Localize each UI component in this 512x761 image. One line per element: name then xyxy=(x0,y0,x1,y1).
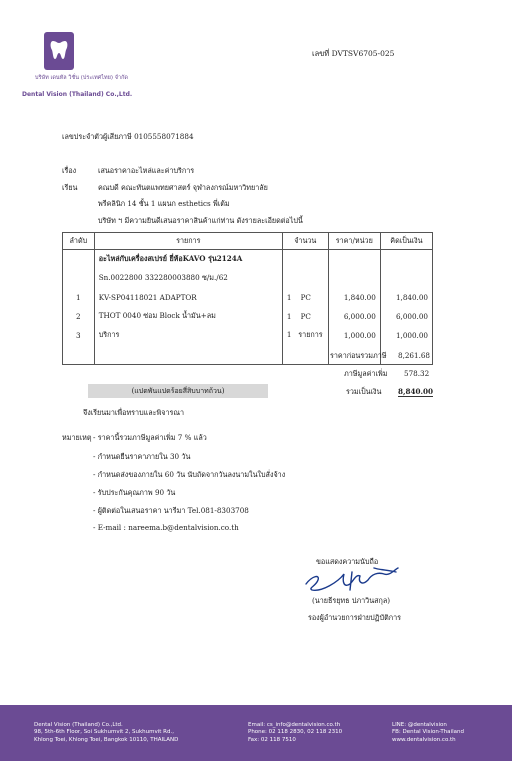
row-no: 3 xyxy=(63,326,95,345)
subject-label: เรื่อง xyxy=(62,166,77,175)
table-header-row xyxy=(63,233,433,250)
footer-social: LINE: @dentalvision FB: Dental Vision-Thailand www.dentalvision.co.th xyxy=(392,722,464,743)
header-no: ลำดับ xyxy=(63,233,95,250)
vat-value: 578.32 xyxy=(404,369,430,378)
note-item: - รับประกันคุณภาพ 90 วัน xyxy=(93,488,176,497)
subtotal-value: 8,261.68 xyxy=(398,351,431,360)
row-price: 6,000.00 xyxy=(328,307,380,326)
quotation-table xyxy=(62,232,433,365)
header-qty: จำนวน xyxy=(282,233,328,250)
document-number: เลขที่ DVTSV6705-025 xyxy=(312,49,395,58)
regards-text: ขอแสดงความนับถือ xyxy=(316,557,379,566)
row-amount: 6,000.00 xyxy=(380,307,432,326)
row-unit: PC xyxy=(300,312,311,321)
footer-address: Dental Vision (Thailand) Co.,Ltd. 98, 5th-6th Floor, Soi Sukhumvit 2, Sukhumvit Rd., Khlong Toei, Khlong Toei, Bangkok 10110, THAILAND xyxy=(34,722,179,743)
company-logo xyxy=(44,32,74,70)
company-name-th: บริษัท เดนทัล วิชั่น (ประเทศไทย) จำกัด xyxy=(35,75,128,81)
table-row xyxy=(63,250,433,270)
row-price: 1,000.00 xyxy=(328,326,380,345)
subject: เสนอราคาอะไหล่และค่าบริการ xyxy=(98,166,195,175)
table-row xyxy=(63,326,433,345)
row-qty: 1 PC xyxy=(282,307,328,326)
signatory-title: รองผู้อำนวยการฝ่ายปฏิบัติการ xyxy=(308,613,401,622)
signatory-name: (นายธีรยุทธ ปภาวินสกุล) xyxy=(312,596,391,605)
header-amount: คิดเป็นเงิน xyxy=(380,233,432,250)
row-no: 1 xyxy=(63,288,95,307)
row-qty: 1 รายการ xyxy=(282,326,328,345)
recipient-label: เรียน xyxy=(62,183,78,192)
total-label: รวมเป็นเงิน xyxy=(346,387,382,396)
intro-text: บริษัท ฯ มีความยินดีเสนอราคาสินค้าแก่ท่าน ดังรายละเอียดต่อไปนี้ xyxy=(98,216,303,225)
item-group-title: อะไหล่กับเครื่องสเปรย์ ยี่ห้อKAVO รุ่น2124A xyxy=(94,250,282,270)
closing-text: จึงเรียนมาเพื่อทราบและพิจารณา xyxy=(83,408,185,417)
handwritten-signature xyxy=(298,562,408,594)
tooth-icon xyxy=(50,39,68,61)
row-price: 1,840.00 xyxy=(328,288,380,307)
note-item: - กำหนดส่งของภายใน 60 วัน นับถัดจากวันลงนามในใบสั่งจ้าง xyxy=(93,470,286,479)
row-qty: 1 PC xyxy=(282,288,328,307)
row-amount: 1,000.00 xyxy=(380,326,432,345)
table-row xyxy=(63,307,433,326)
total-value: 8,840.00 xyxy=(398,387,434,396)
header-unit-price: ราคา/หน่วย xyxy=(328,233,380,250)
subtotal-label: ราคาก่อนรวมภาษี xyxy=(330,351,387,360)
table-row xyxy=(63,288,433,307)
note-item: - ผู้ติดต่อในเสนอราคา นารีมา Tel.081-8303708 xyxy=(93,506,249,515)
amount-in-words: (แปดพันแปดร้อยสี่สิบบาทถ้วน) xyxy=(88,384,268,398)
recipient: คณบดี คณะทันตแพทยศาสตร์ จุฬาลงกรณ์มหาวิทยาลัย xyxy=(98,183,268,192)
note-item: - กำหนดยืนราคาภายใน 30 วัน xyxy=(93,452,191,461)
row-amount: 1,840.00 xyxy=(380,288,432,307)
notes-label: หมายเหตุ xyxy=(62,433,92,442)
vat-label: ภาษีมูลค่าเพิ่ม xyxy=(344,369,388,378)
footer-contact: Email: cs_info@dentalvision.co.th Phone: 02 118 2830, 02 118 2310 Fax: 02 118 7510 xyxy=(248,722,343,743)
row-no: 2 xyxy=(63,307,95,326)
row-item: KV-SP04118021 ADAPTOR xyxy=(94,288,282,307)
recipient-line2: พรีคลินิก 14 ชั้น 1 แผนก esthetics พี่เต้ม xyxy=(98,199,230,208)
note-item: - E-mail : nareema.b@dentalvision.co.th xyxy=(93,523,239,532)
serial-number: Sn.0022800 332280003880 ซ/ม./62 xyxy=(94,269,282,288)
row-item: บริการ xyxy=(94,326,282,345)
note-item: - ราคานี้รวมภาษีมูลค่าเพิ่ม 7 % แล้ว xyxy=(93,433,207,442)
row-item: THOT 0040 ซ่อม Block น้ำมัน+ลม xyxy=(94,307,282,326)
company-name-en: Dental Vision (Thailand) Co.,Ltd. xyxy=(22,91,133,98)
footer xyxy=(0,705,512,761)
tax-id: เลขประจำตัวผู้เสียภาษี 0105558071884 xyxy=(62,132,194,141)
table-row xyxy=(63,269,433,288)
header-item: รายการ xyxy=(94,233,282,250)
row-unit: รายการ xyxy=(298,330,323,339)
row-unit: PC xyxy=(300,293,311,302)
